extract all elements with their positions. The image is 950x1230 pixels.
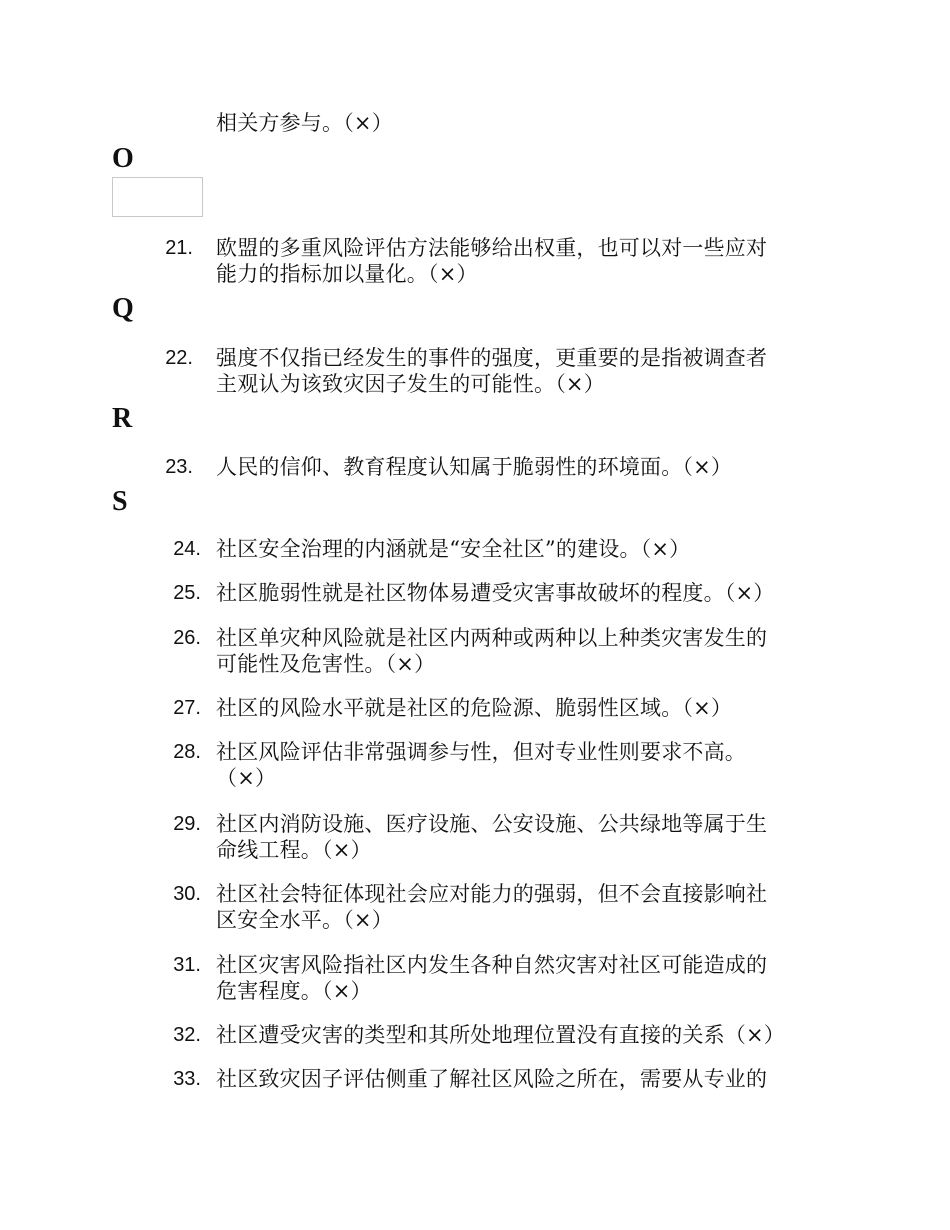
item-text-line: 强度不仅指已经发生的事件的强度，更重要的是指被调查者 [216,346,768,370]
fragment-line: 相关方参与。（×） [216,111,393,135]
item-number: 32. [173,1024,201,1046]
item-text-line: 能力的指标加以量化。（×） [216,262,478,286]
item-text-line: 社区脆弱性就是社区物体易遭受灾害事故破坏的程度。（×） [216,581,775,605]
item-number: 28. [173,741,201,763]
section-heading-q: Q [112,293,134,324]
item-text-line: 欧盟的多重风险评估方法能够给出权重，也可以对一些应对 [216,236,768,260]
item-number: 33. [173,1068,201,1090]
item-text-line: 社区致灾因子评估侧重了解社区风险之所在，需要从专业的 [216,1067,768,1091]
blank-box [112,177,203,217]
item-number: 21. [165,237,193,259]
item-text-line: 区安全水平。（×） [216,908,393,932]
item-number: 31. [173,954,201,976]
item-text-line: 社区单灾种风险就是社区内两种或两种以上种类灾害发生的 [216,626,768,650]
section-heading-r: R [112,403,133,434]
item-number: 27. [173,697,201,719]
item-text-line: 社区内消防设施、医疗设施、公安设施、公共绿地等属于生 [216,812,768,836]
item-text-line: 社区遭受灾害的类型和其所处地理位置没有直接的关系（×） [216,1023,785,1047]
item-text-line: 人民的信仰、教育程度认知属于脆弱性的环境面。（×） [216,455,733,479]
item-text-line: （×） [216,766,277,790]
item-number: 26. [173,627,201,649]
item-text-line: 危害程度。（×） [216,979,372,1003]
section-heading-o: O [112,143,134,174]
item-text-line: 可能性及危害性。（×） [216,652,436,676]
item-text-line: 社区的风险水平就是社区的危险源、脆弱性区域。（×） [216,696,733,720]
item-text-line: 社区灾害风险指社区内发生各种自然灾害对社区可能造成的 [216,953,768,977]
item-text-line: 社区社会特征体现社会应对能力的强弱，但不会直接影响社 [216,882,768,906]
section-heading-s: S [112,486,128,517]
item-text-line: 命线工程。（×） [216,838,372,862]
item-number: 24. [173,538,201,560]
item-number: 30. [173,883,201,905]
item-number: 22. [165,347,193,369]
item-number: 29. [173,813,201,835]
item-number: 23. [165,456,193,478]
item-number: 25. [173,582,201,604]
item-text-line: 社区安全治理的内涵就是“安全社区”的建设。（×） [216,537,691,561]
item-text-line: 主观认为该致灾因子发生的可能性。（×） [216,372,605,396]
item-text-line: 社区风险评估非常强调参与性，但对专业性则要求不高。 [216,740,746,764]
